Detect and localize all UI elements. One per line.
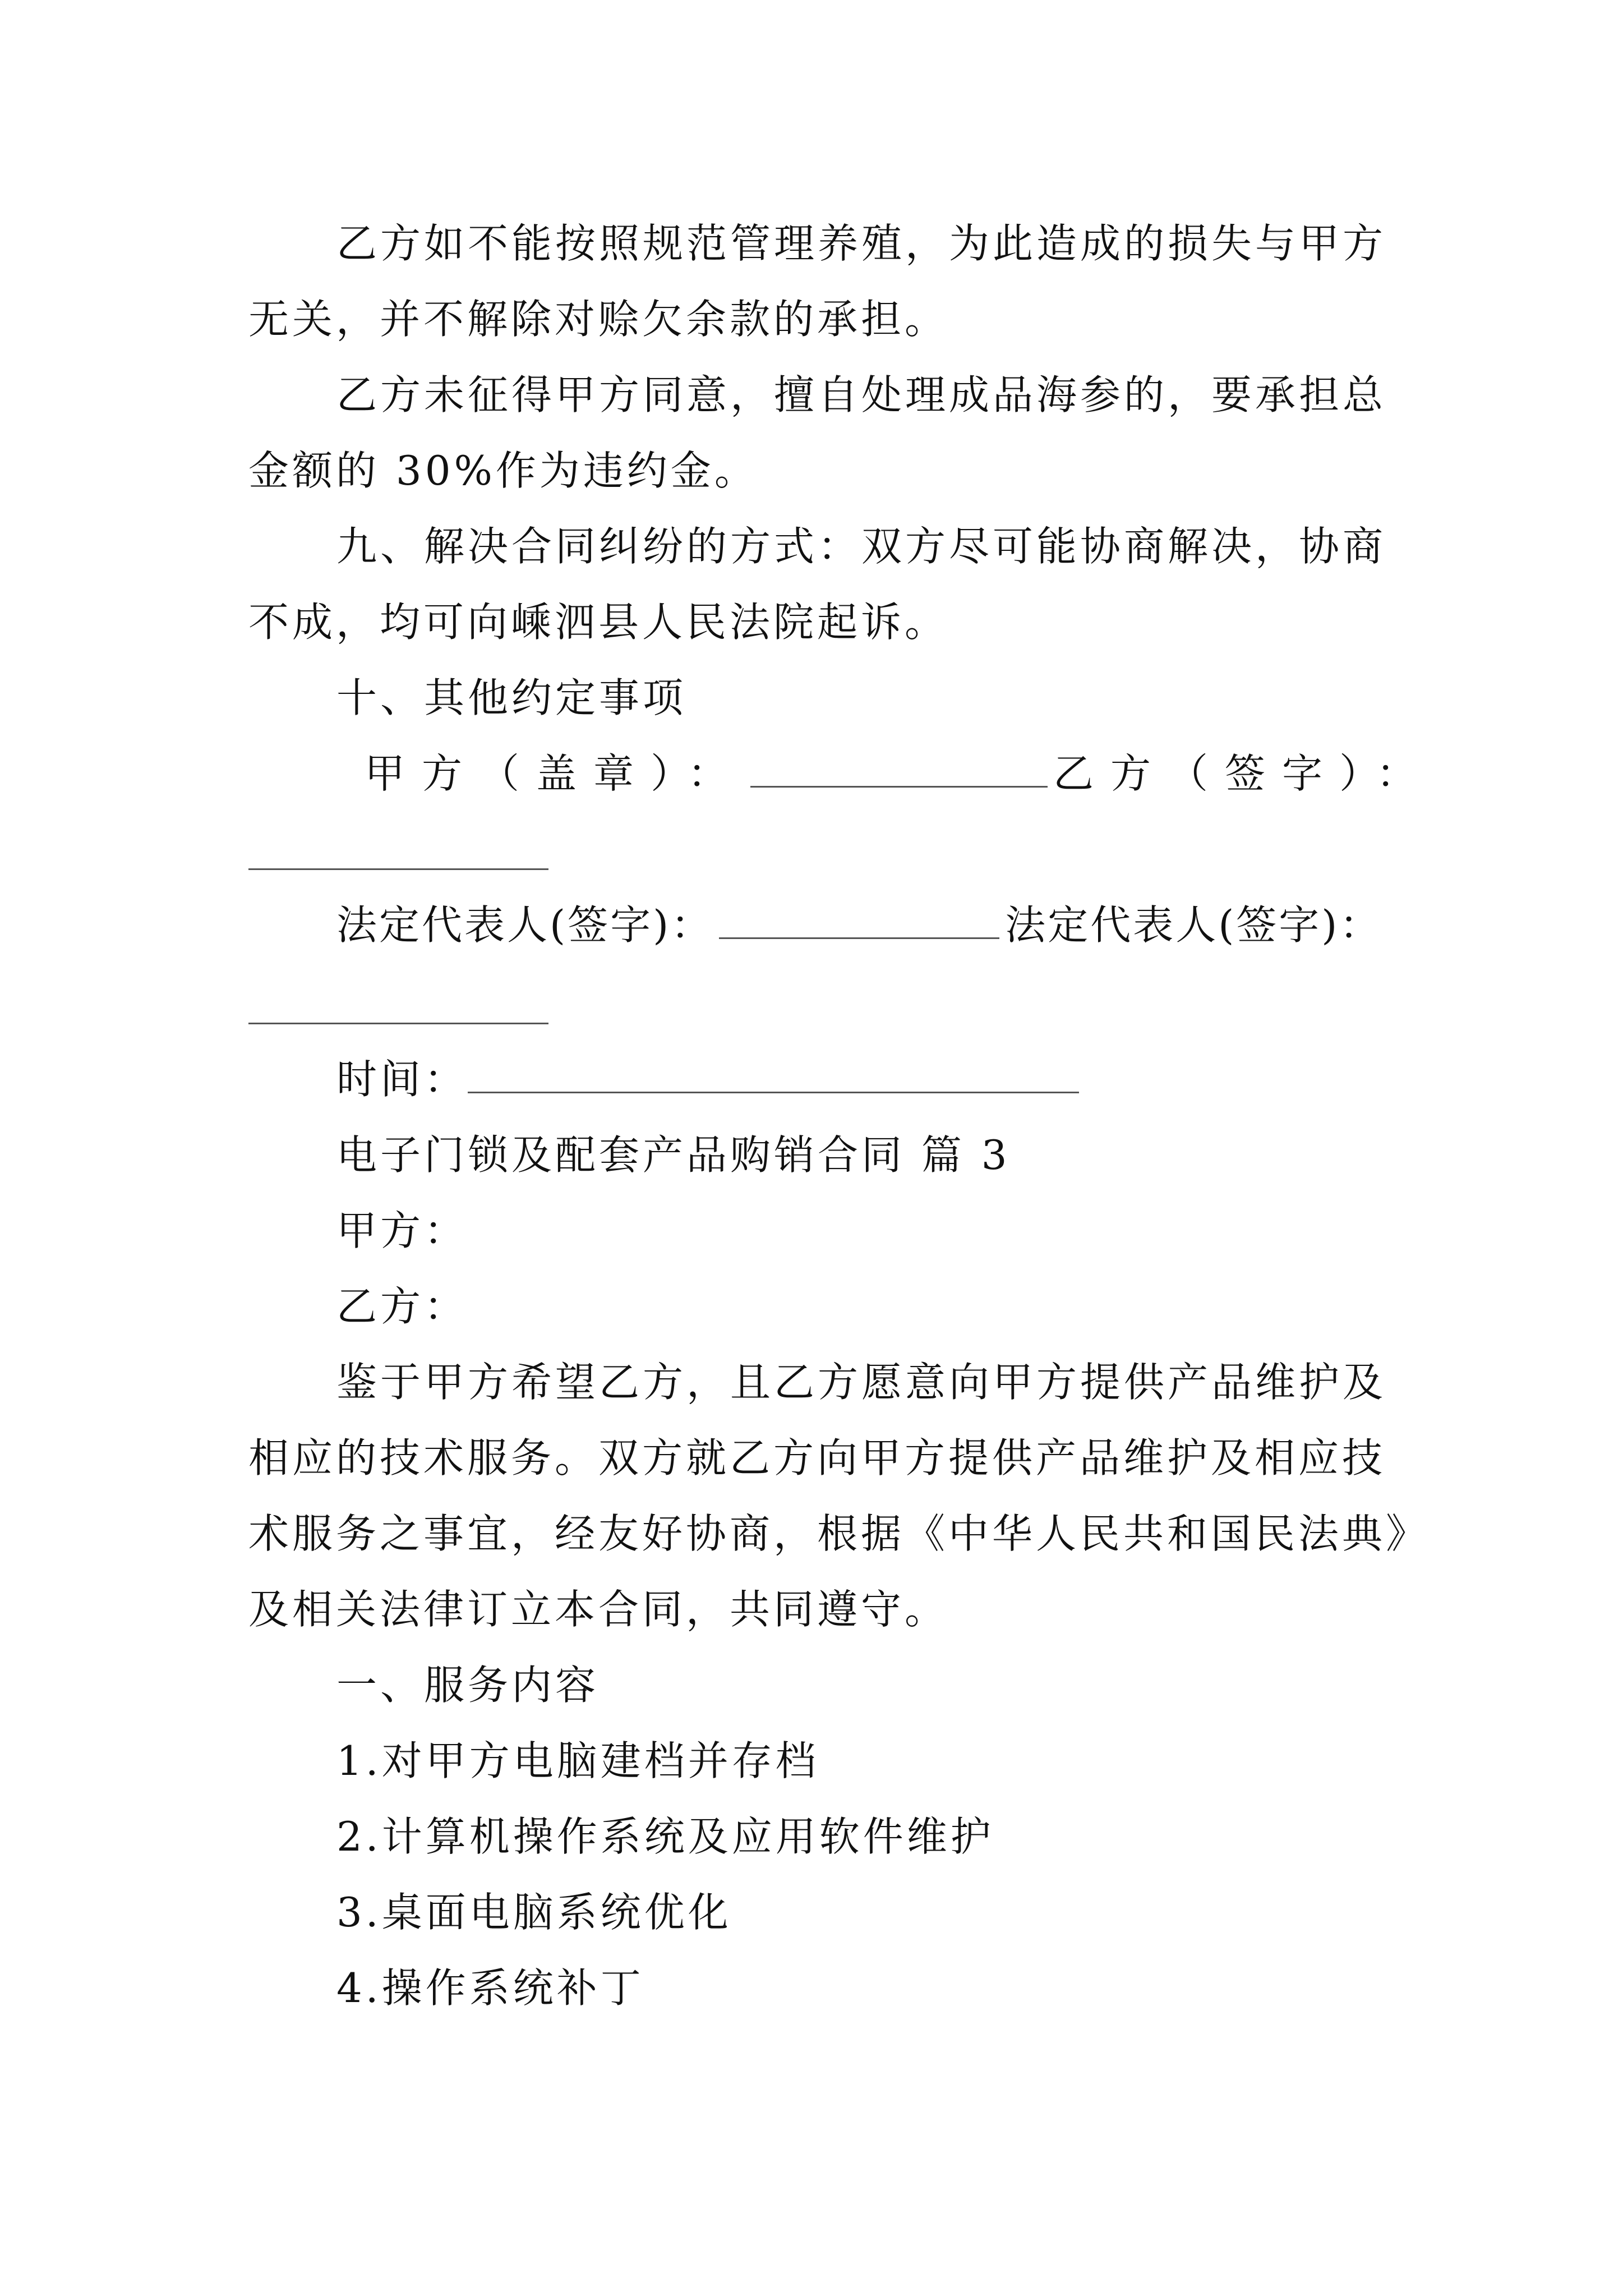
contract-title: 电子门锁及配套产品购销合同 篇 3	[336, 1131, 1011, 1179]
party-b-representative-blank[interactable]	[248, 1023, 548, 1024]
list-item: 4.操作系统补丁	[336, 1964, 644, 2012]
section-heading: 一、服务内容	[336, 1662, 600, 1709]
paragraph-line: 术服务之事宜，经友好协商，根据《中华人民共和国民法典》	[248, 1510, 1430, 1557]
party-a-seal-label: 甲方（盖章）：	[365, 750, 745, 797]
paragraph-line: 乙方未征得甲方同意，擅自处理成品海参的，要承担总	[336, 371, 1387, 418]
list-item: 3.桌面电脑系统优化	[336, 1889, 732, 1936]
list-item: 2.计算机操作系统及应用软件维护	[336, 1813, 994, 1860]
party-a-representative-label: 法定代表人(签字)：	[336, 901, 714, 949]
date-blank[interactable]	[468, 1092, 1079, 1093]
paragraph-line: 及相关法律订立本合同，共同遵守。	[248, 1586, 949, 1633]
paragraph-line: 金额的 30%作为违约金。	[248, 447, 758, 494]
party-b-representative-label: 法定代表人(签字)：	[1005, 901, 1382, 949]
list-item: 1.对甲方电脑建档并存档	[336, 1737, 819, 1784]
paragraph-line: 无关，并不解除对赊欠余款的承担。	[248, 296, 949, 343]
paragraph-line: 鉴于甲方希望乙方，且乙方愿意向甲方提供产品维护及	[336, 1359, 1387, 1406]
signature-line-representatives	[336, 901, 1382, 949]
paragraph-line: 相应的技术服务。双方就乙方向甲方提供产品维护及相应技	[248, 1434, 1386, 1481]
party-b-sign-blank[interactable]	[248, 868, 548, 870]
party-a-seal-blank[interactable]	[750, 786, 1048, 788]
section-heading: 十、其他约定事项	[336, 674, 687, 721]
date-label: 时间：	[336, 1056, 468, 1103]
party-b-sign-label: 乙方（签字）：	[1053, 750, 1434, 797]
party-a-representative-blank[interactable]	[719, 937, 999, 939]
paragraph-line: 乙方如不能按照规范管理养殖，为此造成的损失与甲方	[336, 220, 1387, 267]
date-line	[336, 1056, 1085, 1103]
signature-line-party-a	[365, 750, 1434, 797]
party-a-line: 甲方：	[336, 1207, 468, 1254]
party-b-line: 乙方：	[336, 1283, 468, 1330]
paragraph-line: 九、解决合同纠纷的方式：双方尽可能协商解决，协商	[336, 523, 1387, 570]
paragraph-line: 不成，均可向嵊泗县人民法院起诉。	[248, 599, 949, 646]
